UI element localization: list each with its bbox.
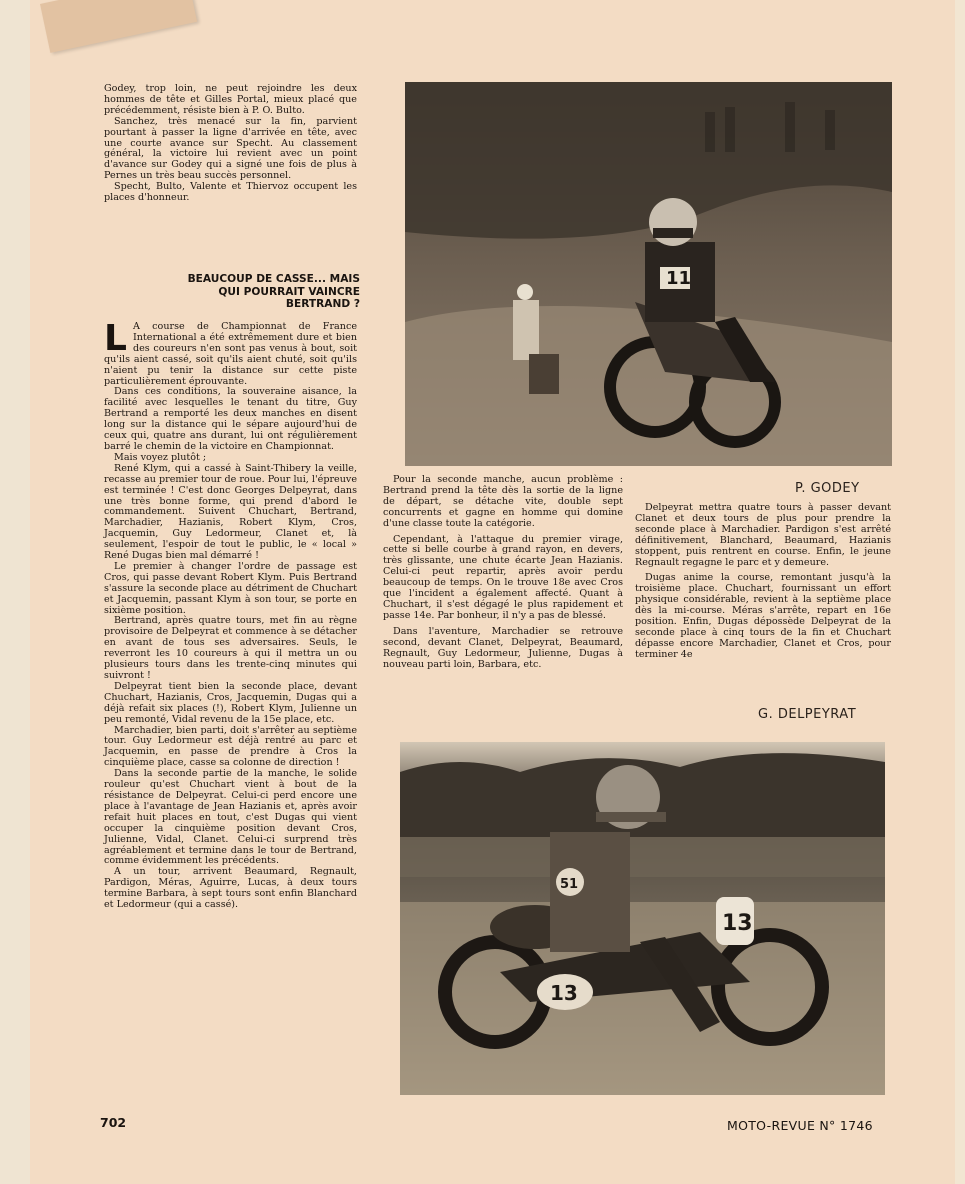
paragraph: Dans ces conditions, la souveraine aisance, la facilité avec lesquelles le tenant du titre, Guy Bertrand a remporté les deux manches en disent long sur la distance qui le sépare aujourd'hui de ceux qui, quatre ans durant, lui ont régulièrement barré le chemin de la victoire en Championnat. [104, 386, 357, 452]
page-number: 702 [100, 1115, 127, 1130]
paragraph: Marchadier, bien parti, doit s'arrêter au septième tour. Guy Ledormeur est déjà rentré au parc et Jacquemin, en passe de prendre à Cros la cinquième place, casse sa colonne de direction ! [104, 724, 357, 769]
lead-text: A course de Championnat de France International a été extrêmement dure et bien des coureurs n'en sont pas venus à bout, soit qu'ils aient cassé, soit qu'ils aient chuté, soit qu'ils n'aient pu tenir la distance sur cette piste particulièrement éprouvante. [104, 321, 357, 387]
paragraph: Godey, trop loin, ne peut rejoindre les deux hommes de tête et Gilles Portal, mieux placé que précédemment, résiste bien à P. O. Bulto. [104, 83, 357, 116]
magazine-issue: MOTO-REVUE N° 1746 [727, 1118, 873, 1133]
paragraph: René Klym, qui a cassé à Saint-Thibery la veille, recasse au premier tour de roue. Pour lui, l'épreuve est terminée ! C'est donc Georges Delpeyrat, dans une très bonne forme, qui prend d'abord le commandement. Suivent Chuchart, Bertrand, Marchadier, Hazianis, Robert Klym, Cros, Jacquemin, Guy Ledormeur, Clanet et, là seulement, l'espoir de tout le public, le « local » René Dugas bien mal démarré ! [104, 462, 357, 562]
article-column-3 [635, 503, 891, 661]
section-heading: BEAUCOUP DE CASSE... MAIS QUI POURRAIT VAINCRE BERTRAND ? [187, 273, 360, 310]
article-column-2 [383, 475, 623, 670]
rear-plate-number: 13 [550, 981, 578, 1005]
front-plate-number: 13 [722, 911, 753, 936]
photo-delpeyrat-image [400, 742, 885, 1095]
photo-godey-image [405, 82, 892, 466]
article-column-1 [104, 318, 357, 911]
paragraph: Cependant, à l'attaque du premier virage, cette si belle courbe à grand rayon, en devers, très glissante, une chute écarte Jean Hazianis. Celui-ci peut repartir, après avoir perdu beaucoup de temps. On le trouve 18e avec Cros que l'incident a également affecté. Quant à Chuchart, il s'est dégagé le plus rapidement et passe 14e. Par bonheur, il n'y a pas de blessé. [383, 533, 623, 621]
sleeve-number: 51 [560, 877, 579, 892]
paragraph: Specht, Bulto, Valente et Thiervoz occupent les places d'honneur. [104, 181, 357, 204]
paragraph: Le premier à changer l'ordre de passage est Cros, qui passe devant Robert Klym. Puis Bertrand s'assure la seconde place au détriment de Chuchart et Jacquemin, passant Klym à son tour, se porte en sixième position. [104, 560, 357, 616]
photo-caption-delpeyrat: G. DELPEYRAT [758, 707, 857, 722]
paragraph: Dans la seconde partie de la manche, le solide rouleur qu'est Chuchart vient à bout de la résistance de Delpeyrat. Celui-ci perd encore une place à l'avantage de Jean Hazianis et, après avoir refait huit places en tout, c'est Dugas qui vient occuper la cinquième position devant Cros, Julienne, Vidal, Clanet. Celui-ci surprend très agréablement et termine dans le tour de Bertrand, comme évidemment les précédents. [104, 768, 357, 867]
paragraph: Delpeyrat tient bien la seconde place, devant Chuchart, Hazianis, Cros, Jacquemin, Dugas qui a déjà refait six places (!), Robert Klym, Julienne un peu remonté, Vidal revenu de la 15e place, etc. [104, 680, 357, 725]
paragraph: Sanchez, très menacé sur la fin, parvient pourtant à passer la ligne d'arrivée en tête, avec une courte avance sur Specht. Au classement général, la victoire lui revient avec un point d'avance sur Godey qui a signé une fois de plus à Pernes un très beau succès personnel. [104, 115, 357, 182]
paragraph: A un tour, arrivent Beaumard, Regnault, Pardigon, Méras, Aguirre, Lucas, à deux tours termine Barbara, à sept tours sont enfin Blanchard et Ledormeur (qui a cassé). [104, 866, 357, 911]
paragraph: Pour la seconde manche, aucun problème : Bertrand prend la tête dès la sortie de la ligne de départ, se détache vite, double sept concurrents et gagne en homme qui domine d'une classe toute la catégorie. [383, 474, 623, 529]
paragraph: Mais voyez plutôt ; [114, 451, 207, 463]
paragraph: Dans l'aventure, Marchadier se retrouve second, devant Clanet, Delpeyrat, Beaumard, Regnault, Guy Ledormeur, Julienne, Dugas à nouveau parti loin, Barbara, etc. [383, 625, 623, 670]
paragraph: Dugas anime la course, remontant jusqu'à la troisième place. Chuchart, fournissant un effort physique considérable, revient à la septième place dès la mi-course. Méras s'arrête, repart en 16e position. Enfin, Dugas dépossède Delpeyrat de la seconde place à cinq tours de la fin et Chuchart dépasse encore Marchadier, Clanet et Cros, pour terminer 4e [635, 572, 891, 660]
article-column-1-top [104, 84, 357, 204]
paragraph: Bertrand, après quatre tours, met fin au règne provisoire de Delpeyrat et commence à se détacher en avant de tous ses adversaires. Seuls, le reverront les 10 coureurs à qui il mettra un ou plusieurs tours dans les trente-cinq minutes qui suivront ! [104, 615, 357, 681]
paragraph: Delpeyrat mettra quatre tours à passer devant Clanet et deux tours de plus pour prendre la seconde place à Marchadier. Pardigon s'est arrêté définitivement, Blanchard, Beaumard, Hazianis stoppent, puis rentrent en course. Enfin, le jeune Regnault regagne le parc et y demeure. [635, 502, 891, 568]
plate-number-rider1: 11 [666, 268, 692, 289]
lead-paragraph [104, 318, 357, 387]
photo-caption-godey: P. GODEY [795, 481, 860, 496]
drop-cap: L [104, 318, 127, 359]
photo-delpeyrat [400, 742, 885, 1095]
photo-godey [405, 82, 892, 466]
